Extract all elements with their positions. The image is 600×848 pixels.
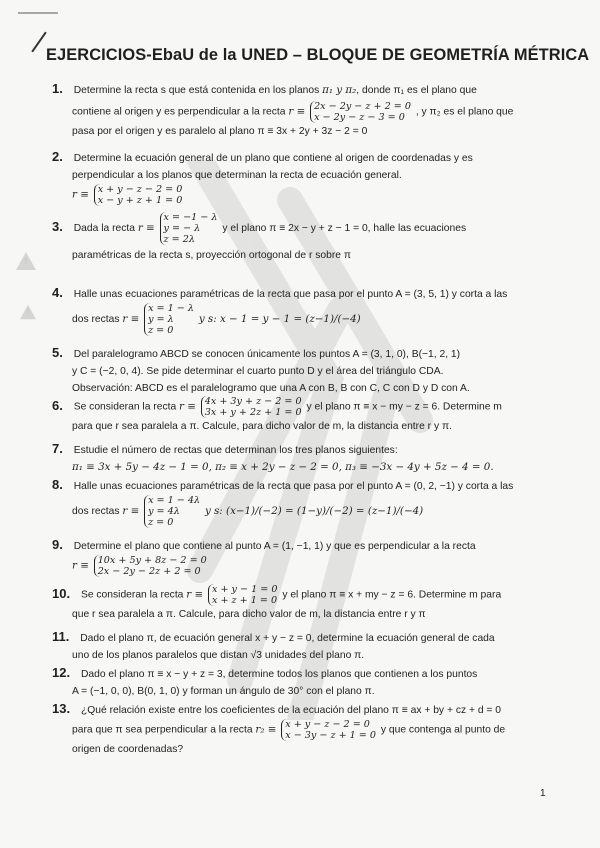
exercise-text: Halle unas ecuaciones paramétricas de la recta que pasa por el punto A = (0, 2, −1) y corta a las (73, 481, 514, 492)
math-text: π₁ ≡ 3x + 5y − 4z − 1 = 0, π₂ ≡ x + 2y − z − 2 = 0, π₃ ≡ −3x − 4y + 5z − 4 = 0. (72, 461, 494, 473)
exercise-text: ¿Qué relación existe entre los coeficientes de la ecuación del plano π ≡ ax + by + cz + d = 0 (80, 705, 502, 716)
exercise-text: Determine la recta s que está contenida en los planos (73, 85, 323, 96)
math-label: r ≡ (186, 588, 204, 601)
exercise-number: 4. (52, 285, 63, 300)
math-label: r ≡ (288, 105, 306, 118)
equation: x + y − 1 = 0 (211, 584, 278, 595)
exercise-number: 9. (52, 537, 63, 552)
exercise-11 (52, 628, 562, 664)
exercise-text: Determine el plano que contiene al punto A = (1, −1, 1) y que es perpendicular a la recta (73, 541, 476, 552)
exercise-text: Determine la ecuación general de un plano que contiene al origen de coordenadas y es (73, 153, 473, 164)
exercise-text: Halle unas ecuaciones paramétricas de la recta que pasa por el punto A = (3, 5, 1) y corta a las (73, 289, 508, 300)
equation: 2x − 2y − z + 2 = 0 (314, 101, 411, 112)
equation: z = 0 (148, 325, 174, 336)
exercise-9 (52, 536, 552, 577)
equation: 10x + 5y + 8z − 2 = 0 (97, 555, 207, 566)
exercise-number: 12. (52, 665, 71, 680)
exercise-2 (52, 148, 552, 206)
exercise-text: y el plano π ≡ x + my − z = 6. Determine m para (282, 589, 502, 601)
equation-system (310, 101, 411, 123)
exercise-text: uno de los planos paralelos que distan √3 unidades del plano π. (72, 650, 365, 661)
exercise-text: , y π₂ es el plano que (415, 106, 514, 118)
exercise-text: dos rectas (72, 506, 123, 518)
exercise-text: perpendicular a los planos que determinan la recta de ecuación general. (72, 170, 402, 181)
exercise-5 (52, 344, 552, 397)
exercise-text: Se consideran la recta (80, 589, 187, 601)
exercise-text: que r sea paralela a π. Calcule, para dicho valor de m, la distancia entre r y π (72, 609, 426, 620)
exercise-text: y que contenga al punto de (380, 724, 506, 736)
exercise-text: pasa por el origen y es paralelo al plano π ≡ 3x + 2y + 3z − 2 = 0 (72, 126, 368, 137)
equation: z = 2λ (163, 234, 195, 245)
equation: x = −1 − λ (163, 212, 218, 223)
exercise-text: A = (−1, 0, 0), B(0, 1, 0) y forman un ángulo de 30° con el plano π. (72, 686, 375, 697)
equation: x − 2y − z − 3 = 0 (314, 112, 405, 123)
equation: x − 3y − z + 1 = 0 (285, 730, 376, 741)
equation: 4x + 3y + z − 2 = 0 (204, 396, 302, 407)
equation-system (201, 396, 302, 418)
exercise-text: Dada la recta (73, 223, 138, 235)
equation: x + y − z − 2 = 0 (285, 719, 370, 730)
exercise-number: 11. (52, 629, 70, 644)
math-label: r ≡ (122, 505, 140, 518)
equation: z = 0 (148, 517, 174, 528)
exercise-13 (52, 700, 562, 758)
exercise-number: 6. (52, 397, 63, 413)
exercise-text: Dado el plano π ≡ x − y + z = 3, determine todos los planos que contienen a los puntos (80, 669, 478, 680)
exercise-text: origen de coordenadas? (72, 744, 184, 755)
warning-triangle-icon: ! (16, 252, 36, 270)
exercise-text: y el plano π ≡ x − my − z = 6. Determine m (306, 401, 502, 413)
math-text: y s: (x−1)/(−2) = (1−y)/(−2) = (z−1)/(−4) (204, 505, 424, 518)
exercise-number: 13. (52, 701, 71, 716)
equation: 2x − 2y − 2z + 2 = 0 (97, 566, 201, 577)
exercise-text: paramétricas de la recta s, proyección ortogonal de r sobre π (72, 250, 351, 261)
math-label: r ≡ (137, 222, 155, 235)
equation-system (144, 303, 194, 336)
exercise-1 (52, 80, 552, 140)
exercise-12 (52, 664, 562, 700)
warning-triangle-icon: ! (20, 305, 36, 319)
equation: y = 4λ (148, 506, 180, 517)
math-text: y s: x − 1 = y − 1 = (z−1)/(−4) (198, 313, 361, 326)
equation-system (144, 495, 200, 528)
exercise-number: 7. (52, 441, 63, 456)
exercise-number: 2. (52, 149, 63, 164)
equation: x = 1 − λ (148, 303, 194, 314)
exercise-10 (52, 584, 562, 623)
scan-mark (18, 12, 58, 14)
math-label: r ≡ (72, 188, 89, 201)
exercise-number: 3. (52, 219, 63, 235)
equation: y = − λ (163, 223, 201, 234)
exercise-text: Se consideran la recta (73, 401, 180, 413)
exercise-number: 5. (52, 345, 63, 360)
math-label: r₂ ≡ (255, 723, 277, 736)
equation-system (94, 555, 207, 577)
exercise-text: para que r sea paralela a π. Calcule, para dicho valor de m, la distancia entre r y π. (72, 421, 452, 432)
exercise-4 (52, 284, 552, 336)
exercise-text: Dado el plano π, de ecuación general x + y − z = 0, determine la ecuación general de cada (80, 633, 495, 644)
equation: y = λ (148, 314, 174, 325)
exercise-text: Del paralelogramo ABCD se conocen únicamente los puntos A = (3, 1, 0), B(−1, 2, 1) (73, 349, 461, 360)
exercise-7 (52, 440, 552, 476)
equation: x − y + z + 1 = 0 (97, 195, 183, 206)
equation: x + y − z − 2 = 0 (97, 184, 183, 195)
exercise-text: y el plano π ≡ 2x − y + z − 1 = 0, halle las ecuaciones (222, 223, 467, 235)
equation-system (281, 719, 376, 741)
page-number: 1 (540, 788, 546, 799)
exercise-text: , donde π₁ es el plano que (356, 85, 477, 96)
equation: x + z + 1 = 0 (211, 595, 278, 606)
equation: x = 1 − 4λ (148, 495, 201, 506)
equation-system (208, 584, 277, 606)
pen-stroke-mark (31, 32, 46, 53)
equation-system (160, 212, 218, 245)
exercise-number: 8. (52, 477, 63, 492)
exercise-text: contiene al origen y es perpendicular a la recta (72, 106, 289, 118)
page-title: EJERCICIOS-EbaU de la UNED – BLOQUE DE GEOMETRÍA MÉTRICA (46, 46, 590, 64)
exercise-number: 1. (52, 81, 63, 96)
exercise-8 (52, 476, 552, 528)
exercise-3 (52, 212, 552, 264)
exercise-6 (52, 396, 552, 435)
math-text: π₁ y π₂ (322, 84, 357, 96)
exercise-text: y C = (−2, 0, 4). Se pide determinar el cuarto punto D y el área del triángulo CDA. (72, 366, 444, 377)
math-label: r ≡ (72, 559, 89, 572)
exercise-number: 10. (52, 585, 71, 601)
exercise-text: Observación: ABCD es el paralelogramo que una A con B, B con C, C con D y D con A. (72, 383, 470, 394)
equation: 3x + y + 2z + 1 = 0 (204, 407, 302, 418)
equation-system (94, 184, 183, 206)
exercise-text: dos rectas (72, 314, 123, 326)
exercise-text: Estudie el número de rectas que determinan los tres planos siguientes: (73, 445, 398, 456)
math-label: r ≡ (179, 400, 196, 413)
math-label: r ≡ (122, 313, 140, 326)
exercise-text: para que π sea perpendicular a la recta (72, 724, 256, 736)
